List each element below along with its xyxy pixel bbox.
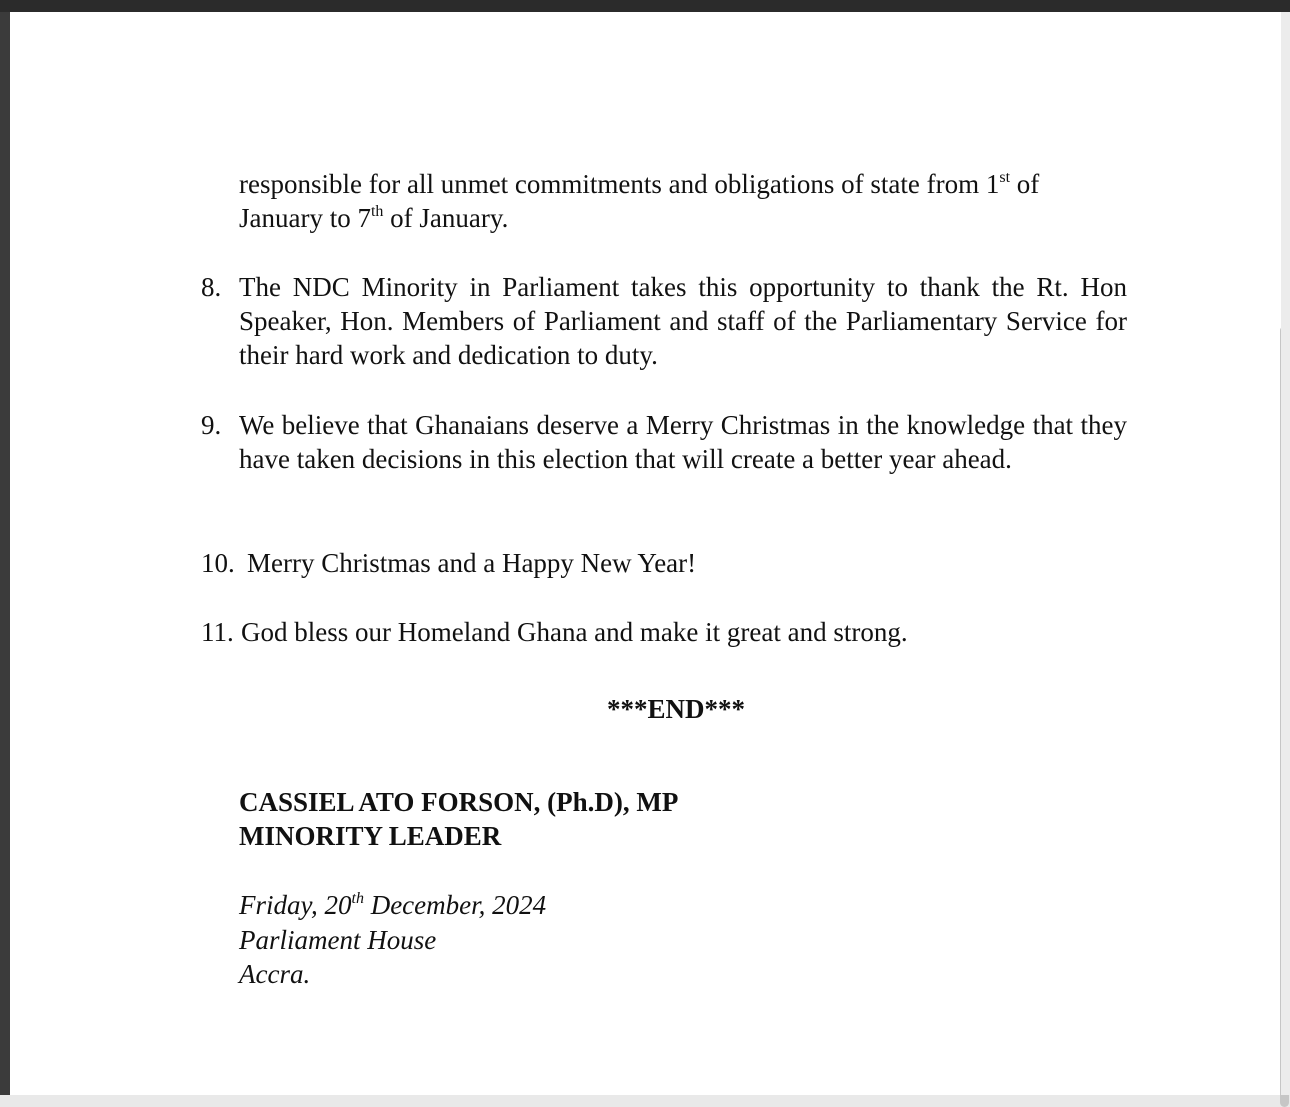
list-item-number: 9.: [201, 410, 222, 440]
signatory-title: MINORITY LEADER: [239, 821, 502, 851]
signature-block: [239, 785, 678, 853]
viewer-top-bar: [0, 0, 1290, 12]
ordinal-suffix: st: [999, 169, 1011, 186]
continuation-line-1: responsible for all unmet commitments and obligations of state from 1st of: [239, 169, 1040, 199]
dateline-block: [239, 888, 546, 992]
continuation-paragraph: [239, 167, 1039, 235]
date-line: Friday, 20th December, 2024: [239, 890, 547, 920]
place-line: Parliament House: [239, 924, 437, 955]
vertical-scrollbar-track[interactable]: [1281, 12, 1290, 1095]
list-item-text: God bless our Homeland Ghana and make it great and strong.: [241, 617, 908, 647]
city-line: Accra.: [239, 959, 311, 989]
list-item-number: 8.: [201, 272, 222, 302]
signatory-name: CASSIEL ATO FORSON, (Ph.D), MP: [239, 787, 679, 817]
ordinal-suffix: th: [351, 890, 364, 907]
list-item-text: We believe that Ghanaians deserve a Merry Christmas in the knowledge that they have taken decisions in this election that will create a better year ahead.: [239, 410, 1127, 475]
list-item-text: Merry Christmas and a Happy New Year!: [247, 548, 697, 578]
list-item-number: 10.: [201, 548, 235, 578]
list-item-number: 11.: [201, 617, 234, 647]
list-item-text: The NDC Minority in Parliament takes this opportunity to thank the Rt. Hon Speaker, Hon. Members of Parliament and staff of the Parliamentary Service for their hard work and dedication to duty.: [239, 272, 1127, 371]
ordinal-suffix: th: [370, 203, 384, 221]
document-page: [10, 12, 1281, 1095]
end-marker: ***END***: [607, 694, 746, 724]
continuation-line-2: January to 7th of January.: [239, 203, 509, 234]
